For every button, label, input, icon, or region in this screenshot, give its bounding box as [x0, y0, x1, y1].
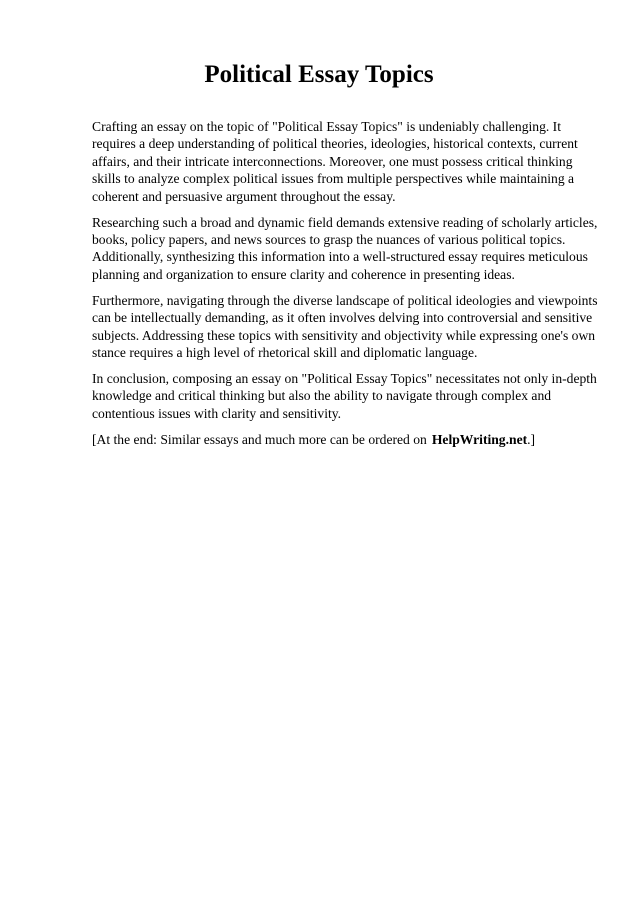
helpwriting-link[interactable]: HelpWriting.net [431, 431, 528, 447]
paragraph-2: Researching such a broad and dynamic field demands extensive reading of scholarly articles, books, policy papers, and news sources to grasp the nuances of various political topics. Additionally, synthesizing this information into a well-structured essay requires meticulous planning and organization to ensure clarity and coherence in presenting ideas. [92, 214, 598, 282]
footer-note [92, 431, 598, 448]
paragraph-1: Crafting an essay on the topic of "Political Essay Topics" is undeniably challenging. It requires a deep understanding of political theories, ideologies, historical contexts, current affairs, and their intricate interconnections. Moreover, one must possess critical thinking skills to analyze complex political issues from multiple perspectives while maintaining a coherent and persuasive argument throughout the essay. [92, 119, 578, 204]
footer-suffix: .] [527, 431, 536, 447]
document-body [92, 118, 598, 457]
paragraph-4: In conclusion, composing an essay on "Political Essay Topics" necessitates not only in-depth knowledge and critical thinking but also the ability to navigate through complex and contentious issues with clarity and sensitivity. [92, 371, 597, 421]
paragraph-3: Furthermore, navigating through the diverse landscape of political ideologies and viewpoints can be intellectually demanding, as it often involves delving into controversial and sensitive subjects. Addressing these topics with sensitivity and objectivity while expressing one's own stance requires a high level of rhetorical skill and diplomatic language. [92, 292, 598, 361]
page-title: Political Essay Topics [204, 61, 434, 88]
footer-prefix: [At the end: Similar essays and much more can be ordered on [92, 431, 427, 447]
